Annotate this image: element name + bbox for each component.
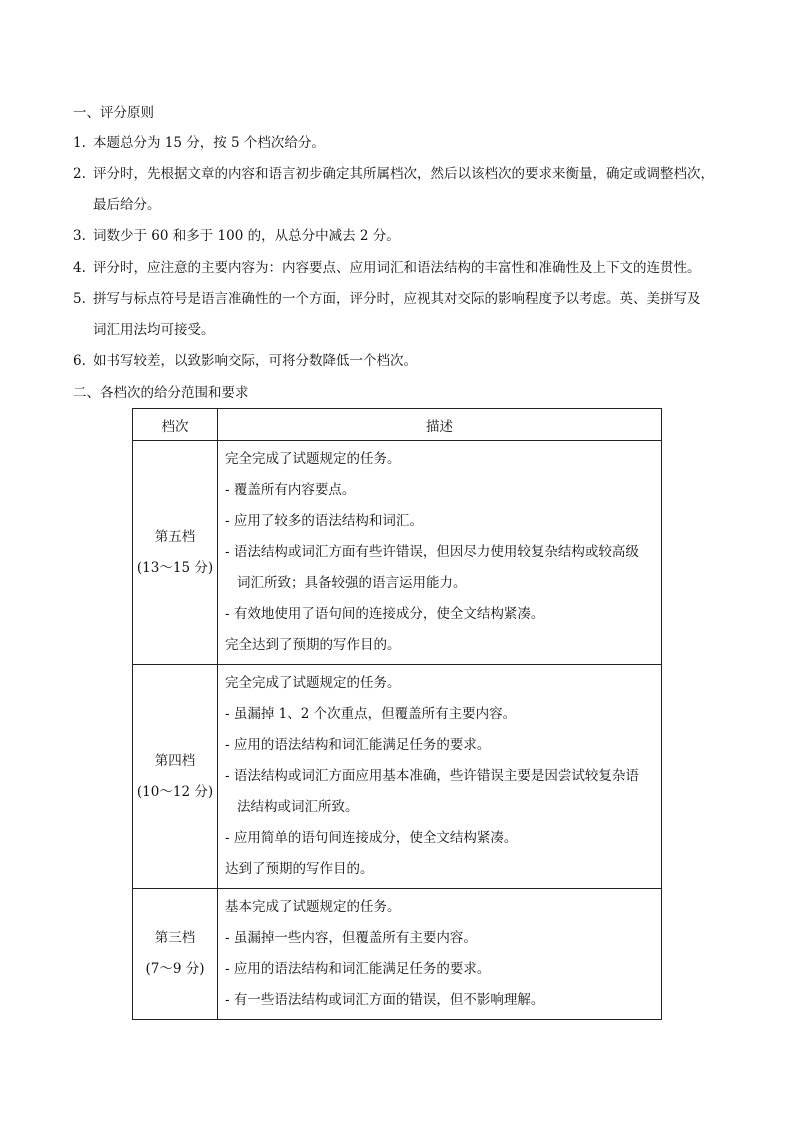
rule-text-continued: 最后给分。 [93, 197, 161, 213]
rule-item-4 [73, 253, 733, 284]
rule-text: 词数少于 60 和多于 100 的，从总分中减去 2 分。 [93, 228, 400, 244]
rule-text: 如书写较差，以致影响交际，可将分数降低一个档次。 [93, 353, 417, 369]
level-name: 第三档 [154, 930, 196, 946]
column-header-description: 描述 [218, 409, 662, 441]
rule-number: 3. [73, 228, 86, 244]
description-line: 完全完成了试题规定的任务。 [225, 451, 401, 467]
description-line: - 虽漏掉一些内容，但覆盖所有主要内容。 [225, 930, 477, 946]
description-cell [218, 889, 662, 1020]
level-name: 第四档 [154, 752, 196, 769]
rule-number: 6. [73, 353, 86, 369]
rule-text: 评分时，先根据文章的内容和语言初步确定其所属档次，然后以该档次的要求来衡量，确定或调整档次， [93, 166, 714, 182]
level-score-range: (13～15 分) [136, 559, 214, 576]
rule-text-continued: 词汇用法均可接受。 [93, 322, 215, 338]
rule-number: 4. [73, 260, 86, 276]
description-line: - 有一些语法结构或词汇方面的错误，但不影响理解。 [225, 992, 545, 1008]
section1-title: 一、评分原则 [73, 105, 154, 121]
description-line: - 覆盖所有内容要点。 [225, 482, 356, 498]
description-cell [218, 441, 662, 665]
rule-text: 本题总分为 15 分，按 5 个档次给分。 [93, 135, 325, 151]
level-score-range: (7～9 分) [145, 961, 205, 977]
rule-item-3 [73, 221, 733, 252]
description-cell [218, 665, 662, 889]
rule-item-5 [73, 284, 733, 346]
level-cell [133, 441, 218, 665]
table-row [133, 665, 662, 889]
rule-item-2 [73, 159, 733, 221]
description-line: - 应用的语法结构和词汇能满足任务的要求。 [225, 737, 491, 753]
rule-item-1 [73, 128, 733, 159]
level-name: 第五档 [154, 528, 196, 545]
rule-number: 5. [73, 291, 86, 307]
description-line: - 语法结构或词汇方面有些许错误，但因尽力使用较复杂结构或较高级 [225, 544, 639, 560]
table-header-row [133, 409, 662, 441]
grading-table [132, 408, 662, 1020]
description-line: - 有效地使用了语句间的连接成分，使全文结构紧凑。 [225, 606, 545, 622]
description-line: - 应用了较多的语法结构和词汇。 [225, 513, 423, 529]
description-line: - 应用简单的语句间连接成分，使全文结构紧凑。 [225, 830, 518, 846]
description-line: 完全完成了试题规定的任务。 [225, 675, 401, 691]
description-line: 法结构或词汇所致。 [237, 799, 359, 815]
rule-item-6 [73, 346, 733, 377]
level-score-range: (10～12 分) [136, 783, 214, 800]
description-line: 基本完成了试题规定的任务。 [225, 899, 401, 915]
rule-text: 拼写与标点符号是语言准确性的一个方面，评分时，应视其对交际的影响程度予以考虑。英、美拼写及 [93, 291, 701, 307]
table-row [133, 441, 662, 665]
level-cell [133, 665, 218, 889]
description-line: 完全达到了预期的写作目的。 [225, 637, 401, 653]
level-cell [133, 889, 218, 1020]
rule-number: 1. [73, 135, 86, 151]
description-line: 达到了预期的写作目的。 [225, 861, 374, 877]
table-row [133, 889, 662, 1020]
section2-title: 二、各档次的给分范围和要求 [73, 385, 249, 401]
description-line: - 应用的语法结构和词汇能满足任务的要求。 [225, 961, 491, 977]
column-header-level: 档次 [133, 409, 218, 441]
rule-number: 2. [73, 166, 86, 182]
rule-text: 评分时，应注意的主要内容为：内容要点、应用词汇和语法结构的丰富性和准确性及上下文的连贯性。 [93, 260, 701, 276]
description-line: - 语法结构或词汇方面应用基本准确，些许错误主要是因尝试较复杂语 [225, 768, 639, 784]
description-line: 词汇所致；具备较强的语言运用能力。 [237, 575, 467, 591]
description-line: - 虽漏掉 1、2 个次重点，但覆盖所有主要内容。 [225, 706, 517, 722]
